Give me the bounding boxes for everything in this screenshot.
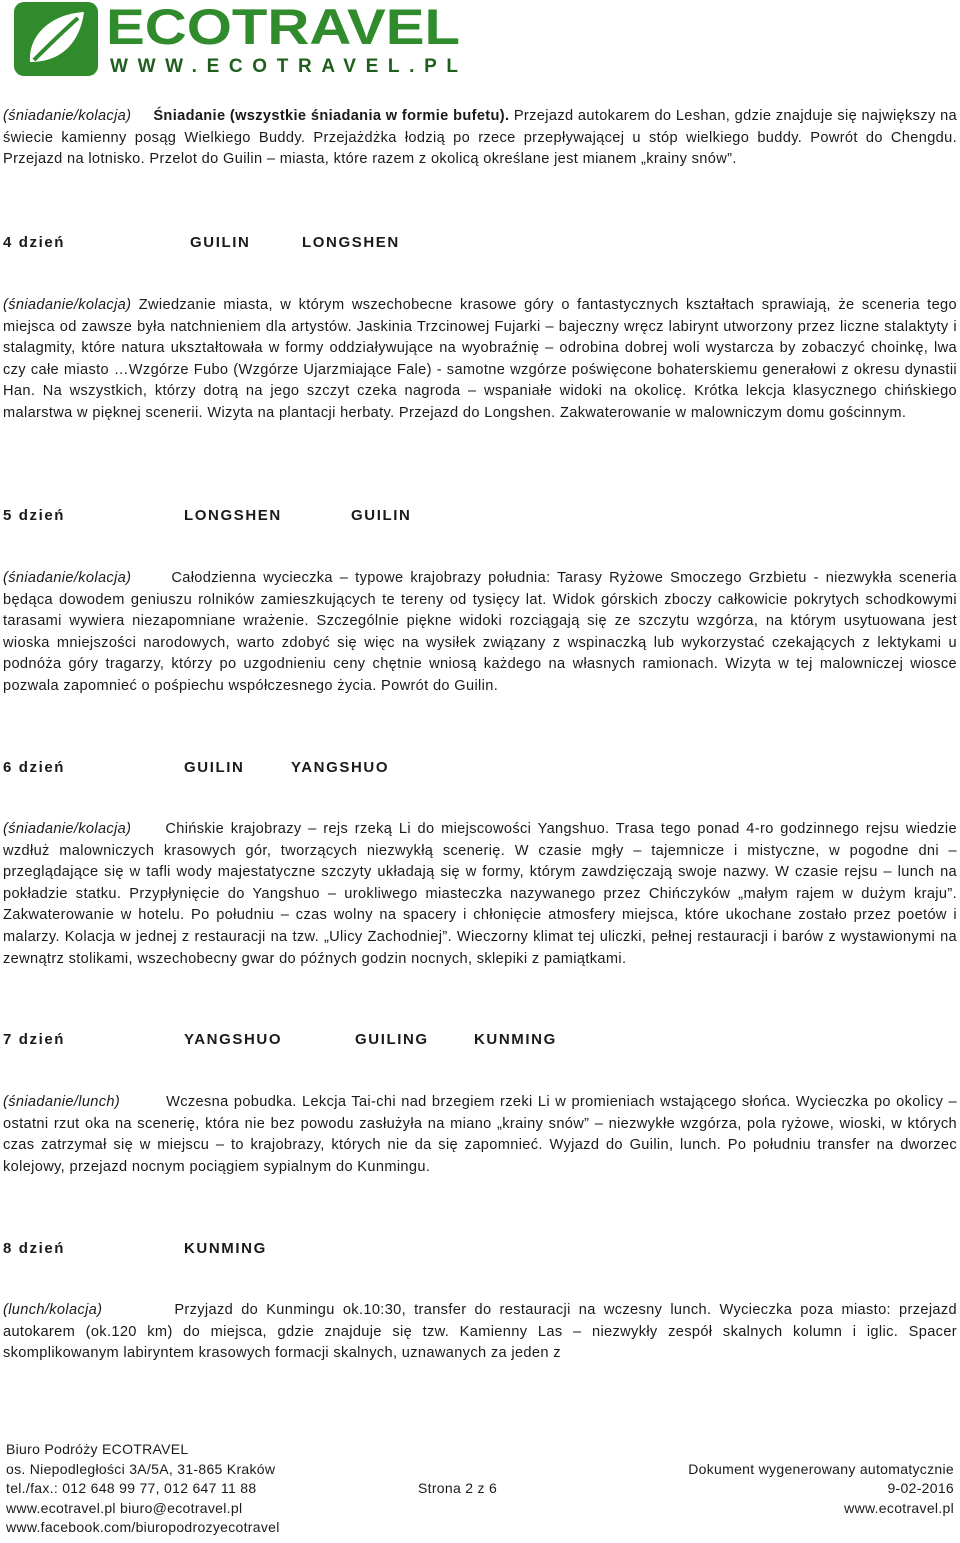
company-phone: tel./fax.: 012 648 99 77, 012 647 11 88 — [6, 1480, 257, 1496]
generated-date: 9-02-2016 — [887, 1480, 954, 1496]
company-name: Biuro Podróży ECOTRAVEL — [6, 1441, 189, 1457]
day-number: 8 dzień — [3, 1240, 66, 1257]
route-stop: GUILING — [355, 1031, 429, 1048]
day-paragraph — [3, 295, 957, 425]
meal-plan: (śniadanie/lunch) — [3, 1094, 121, 1110]
company-web-email[interactable]: www.ecotravel.pl biuro@ecotravel.pl — [6, 1499, 243, 1516]
route-stop: GUILIN — [184, 759, 245, 776]
day-number: 4 dzień — [3, 234, 66, 251]
generated-note: Dokument wygenerowany automatycznie — [688, 1460, 954, 1477]
ecotravel-logo — [0, 0, 470, 80]
route-stop: YANGSHUO — [184, 1031, 283, 1048]
intro-paragraph — [3, 106, 957, 171]
meal-plan: (śniadanie/kolacja) — [3, 297, 132, 313]
day-description: Wczesna pobudka. Lekcja Tai-chi nad brzegiem rzeki Li w promieniach wstającego słońca. Wycieczka po okolicy – ostatni rzut oka na scenerię, która nie bez powodu zasłużyła na miano „krainy snów” – niezwykłe wzgórza, pola ryżowe, wioski, w których czas zatrzymał się w miejscu – to krajobrazy, których nie da się zapomnieć. Wyjazd do Guilin, lunch. Po południu transfer na dworzec kolejowy, przejazd nocnym pociągiem sypialnym do Kunmingu. — [3, 1094, 957, 1175]
route-stop: KUNMING — [474, 1031, 557, 1048]
day-description: Zwiedzanie miasta, w którym wszechobecne krasowe góry o fantastycznych kształtach sprawiają, że sceneria tego miejsca od zawsze była natchnieniem dla artystów. Jaskinia Trzcinowej Fujarki – bajeczny wręcz labirynt utworzony przez liczne stalaktyty i stalagmity, które natura ukształtowała w formy oddziaływujące na wyobraźnię – odrobina dobrej woli wystarcza by zobaczyć choinkę, lwa czy całe miasto …Wzgórze Fubo (Wzgórze Ujarzmiające Fale) - samotne wzgórze poświęcone bohaterskiemu generałowi z okresu dynastii Han. Na wszystkich, którzy dotrą na jego szczyt czeka nagroda – wspaniałe widoki na okolicę. Krótka lekcja klasycznego chińskiego malarstwa w pięknej scenerii. Wizyta na plantacji herbaty. Przejazd do Longshen. Zakwaterowanie w malowniczym domu gościnnym. — [3, 297, 957, 421]
day-description: Całodzienna wycieczka – typowe krajobrazy południa: Tarasy Ryżowe Smoczego Grzbietu - niezwykła sceneria będąca dowodem geniuszu rolników zamieszkujących te tereny od tysięcy lat. Widok górskich zboczy całkowicie pokrytych schodkowymi tarasami wywiera niezapomniane wrażenie. Szczególnie piękne widoki rozciągają się ze szczytu wzgórza, na którym usytuowana jest wioska mniejszości narodowych, warto zdobyć się więc na wysiłek związany z wspinaczką lub wykorzystać czekających z lektykami u podnóża góry tragarzy, którzy po uzgodnieniu ceny chętnie wniosą każdego na własnych ramionach. Wizyta w tej malowniczej wiosce pozwala zapomnieć o pośpiechu współczesnego życia. Powrót do Guilin. — [3, 570, 957, 694]
page-number: Strona 2 z 6 — [418, 1480, 498, 1496]
intro-text: Przejazd autokarem do Leshan, gdzie znajduje się największy na świecie kamienny posąg Wielkiego Buddy. Przejażdżka łodzią po rzece przepływającej u stóp wielkiego buddy. Powrót do Chengdu. Przejazd na lotnisko. Przelot do Guilin – miasta, które razem z okolicą określane jest mianem „krainy snów”. — [3, 108, 957, 168]
day-description: Przyjazd do Kunmingu ok.10:30, transfer do restauracji na wczesny lunch. Wycieczka poza miasto: przejazd autokarem (ok.120 km) do miejsca, gdzie znajduje się tzw. Kamienny Las – niezwykły zespół skalnych kolumn i iglic. Spacer skomplikowanym labiryntem krasowych formacji skalnych, uznawanych za jeden z — [3, 1302, 957, 1362]
meal-plan: (śniadanie/kolacja) — [3, 108, 132, 124]
day-paragraph — [3, 568, 957, 698]
route-stop: LONGSHEN — [184, 507, 282, 524]
website-link[interactable]: www.ecotravel.pl — [844, 1499, 954, 1516]
route-stop: LONGSHEN — [302, 234, 400, 251]
day-paragraph — [3, 1092, 957, 1178]
company-address: os. Niepodległości 3A/5A, 31-865 Kraków — [6, 1460, 276, 1477]
breakfast-note: Śniadanie (wszystkie śniadania w formie bufetu). — [153, 108, 510, 124]
facebook-link[interactable]: www.facebook.com/biuropodrozyecotravel — [6, 1519, 280, 1535]
meal-plan: (śniadanie/kolacja) — [3, 570, 132, 586]
route-stop: KUNMING — [184, 1240, 267, 1257]
day-description: Chińskie krajobrazy – rejs rzeką Li do miejscowości Yangshuo. Trasa tego ponad 4-ro godzinnego rejsu wiedzie wzdłuż malowniczych krasowych gór, tworzących niezwykłą scenerię. W czasie mgły – tajemnicze i mistyczne, w pogodne dni – przeglądające się w tafli wody majestatyczne szczyty układają się w formy, którym zawdzięczają swoje nazwy. W czasie rejsu – lunch na pokładzie statku. Przypłynięcie do Yangshuo – urokliwego miasteczka nazywanego przez Chińczyków „małym rajem w dużym kraju”. Zakwaterowanie w hotelu. Po południu – czas wolny na spacery i chłonięcie atmosfery miejsca, które ukochane zostało przez poetów i malarzy. Kolacja w jednej z restauracji na tzw. „Ulicy Zachodniej”. Wieczorny klimat tej uliczki, pełnej restauracji i barów z wystawionymi na zewnątrz stolikami, wszechobecny gwar do późnych godzin nocnych, sklepiki z pamiątkami. — [3, 821, 957, 967]
route-stop: GUILIN — [190, 234, 251, 251]
meal-plan: (śniadanie/kolacja) — [3, 821, 132, 837]
day-number: 7 dzień — [3, 1031, 66, 1048]
logo-url: WWW.ECOTRAVEL.PL — [110, 56, 458, 77]
day-paragraph — [3, 819, 957, 970]
meal-plan: (lunch/kolacja) — [3, 1302, 103, 1318]
route-stop: YANGSHUO — [291, 759, 390, 776]
day-paragraph — [3, 1300, 957, 1365]
day-number: 6 dzień — [3, 759, 66, 776]
logo-wordmark: ECOTRAVEL — [106, 0, 460, 55]
footer-meta — [688, 1460, 954, 1519]
day-number: 5 dzień — [3, 507, 66, 524]
route-stop: GUILIN — [351, 507, 412, 524]
footer-contact — [6, 1440, 280, 1538]
